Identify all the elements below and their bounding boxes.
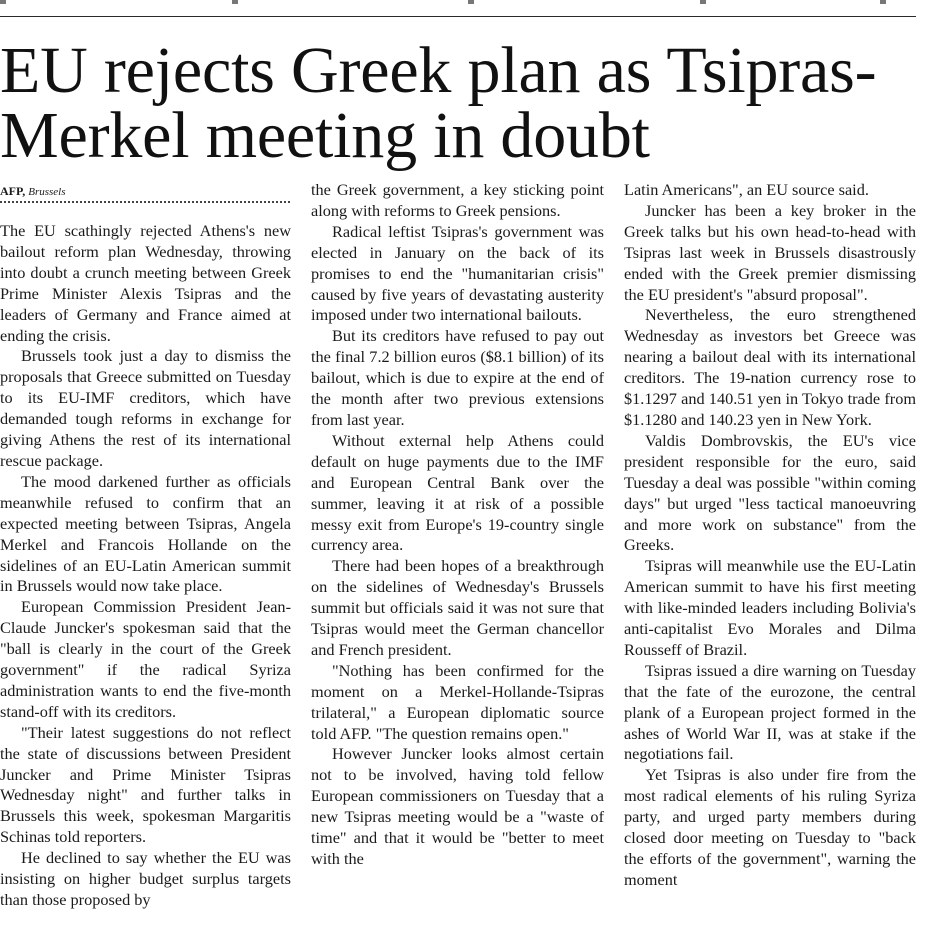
headline: EU rejects Greek plan as Tsipras-Merkel meeting in doubt bbox=[0, 34, 877, 172]
paragraph: Latin Americans", an EU source said. bbox=[624, 180, 869, 199]
article-column-2 bbox=[311, 180, 604, 870]
paragraph: "Their latest suggestions do not reflect the state of discussions between President Juncker and Prime Minister Tsipras Wednesday night" and further talks in Brussels this week, spokesman Margaritis Schinas told reporters. bbox=[0, 722, 291, 847]
paragraph: European Commission President Jean-Claude Juncker's spokesman said that the "ball is clearly in the court of the Greek government" if the radical Syriza administration wants to end the five-month stand-off with its creditors. bbox=[0, 597, 291, 721]
byline bbox=[0, 184, 66, 199]
paragraph: Valdis Dombrovskis, the EU's vice president responsible for the euro, said Tuesday a deal was possible "within coming days" but urged "less tactical manoeuvring and more work on substance" from the Greeks. bbox=[624, 430, 916, 555]
paragraph: The mood darkened further as officials meanwhile refused to confirm that an expected meeting between Tsipras, Angela Merkel and Francois Hollande on the sidelines of an EU-Latin American summit in Brussels would now take place. bbox=[0, 471, 291, 596]
paragraph: Without external help Athens could default on huge payments due to the IMF and European Central Bank over the summer, leaving it at risk of a possible messy exit from Europe's 19-country single currency area. bbox=[311, 430, 604, 555]
top-edge-mark bbox=[880, 0, 886, 4]
paragraph: Radical leftist Tsipras's government was elected in January on the back of its promises to end the "humanitarian crisis" caused by five years of devastating austerity imposed under two international bailouts. bbox=[311, 221, 604, 325]
byline-place: Brussels bbox=[28, 186, 66, 198]
paragraph: Tsipras issued a dire warning on Tuesday that the fate of the eurozone, the central plank of a European project formed in the ashes of World War II, was at stake if the negotiations fail. bbox=[624, 660, 916, 764]
top-edge-mark bbox=[700, 0, 706, 4]
top-edge-mark bbox=[232, 0, 238, 4]
top-edge-mark bbox=[468, 0, 474, 4]
top-edge-mark bbox=[0, 0, 6, 4]
paragraph: Tsipras will meanwhile use the EU-Latin American summit to have his first meeting with like-minded leaders including Bolivia's anti-capitalist Evo Morales and Dilma Rousseff of Brazil. bbox=[624, 556, 916, 659]
paragraph: Brussels took just a day to dismiss the proposals that Greece submitted on Tuesday to its EU-IMF creditors, which have demanded tough reforms in exchange for giving Athens the rest of its international rescue package. bbox=[0, 346, 291, 470]
byline-source: AFP, bbox=[0, 184, 26, 198]
paragraph: He declined to say whether the EU was insisting on higher budget surplus targets than those proposed by bbox=[0, 848, 291, 909]
paragraph: the Greek government, a key sticking point along with reforms to Greek pensions. bbox=[311, 180, 604, 220]
article-column-1 bbox=[0, 221, 291, 911]
paragraph: Juncker has been a key broker in the Greek talks but his own head-to-head with Tsipras last week in Brussels disastrously ended with the Greek premier dismissing the EU president's "absurd proposal". bbox=[624, 200, 916, 304]
paragraph: "Nothing has been confirmed for the moment on a Merkel-Hollande-Tsipras trilateral," a European diplomatic source told AFP. "The question remains open." bbox=[311, 660, 604, 743]
byline-divider bbox=[0, 201, 290, 203]
article-column-3 bbox=[624, 180, 916, 891]
paragraph: There had been hopes of a breakthrough on the sidelines of Wednesday's Brussels summit but officials said it was not sure that Tsipras would meet the German chancellor and French president. bbox=[311, 556, 604, 659]
paragraph: Nevertheless, the euro strengthened Wednesday as investors bet Greece was nearing a bailout deal with its international creditors. The 19-nation currency rose to $1.1297 and 140.51 yen in Tokyo trade from $1.1280 and 140.23 yen in New York. bbox=[624, 305, 916, 429]
paragraph: But its creditors have refused to pay out the final 7.2 billion euros ($8.1 billion) of its bailout, which is due to expire at the end of the month after two previous extensions from last year. bbox=[311, 326, 604, 429]
paragraph: However Juncker looks almost certain not to be involved, having told fellow European commissioners on Tuesday that a new Tsipras meeting would be a "waste of time" and that it would be "better to meet with the bbox=[311, 744, 604, 868]
paragraph: The EU scathingly rejected Athens's new bailout reform plan Wednesday, throwing into doubt a crunch meeting between Greek Prime Minister Alexis Tsipras and the leaders of Germany and France aimed at ending the crisis. bbox=[0, 221, 291, 345]
paragraph: Yet Tsipras is also under fire from the most radical elements of his ruling Syriza party, and urged party members during closed door meeting on Tuesday to "back the efforts of the government", warning the moment bbox=[624, 765, 916, 889]
top-rule bbox=[0, 16, 916, 17]
